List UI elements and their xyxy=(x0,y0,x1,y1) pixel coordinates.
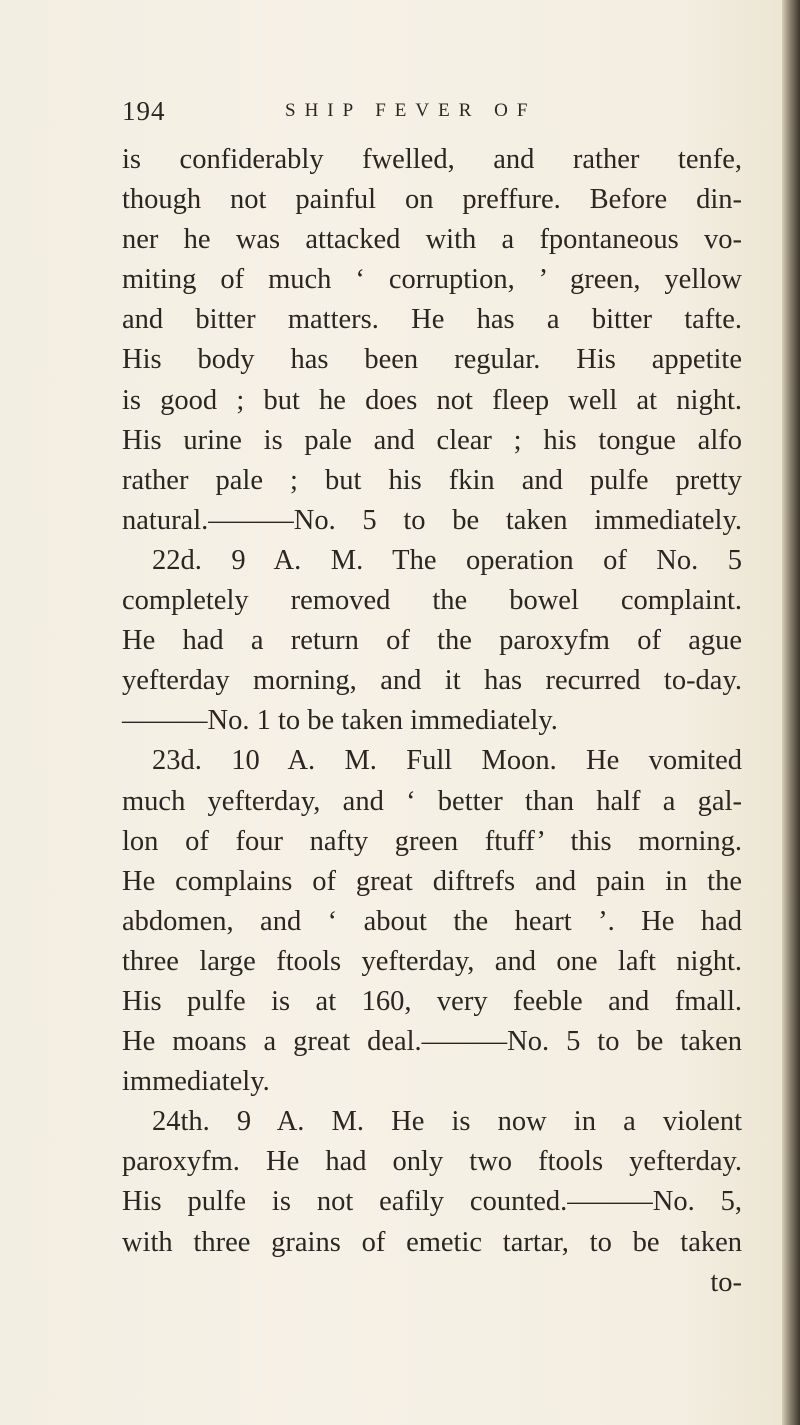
text-line: ———No. 1 to be taken immediately. xyxy=(122,705,558,737)
text-line: 24th. 9 A. M. He is now in a violent xyxy=(152,1106,742,1138)
text-line: His body has been regular. His appetite xyxy=(122,344,742,376)
text-line: ner he was attacked with a fpontaneous vo- xyxy=(122,224,742,256)
text-line: abdomen, and ‘ about the heart ’. He had xyxy=(122,905,742,937)
text-line: He had a return of the paroxyfm of ague xyxy=(122,625,742,657)
text-line: lon of four nafty green ftuff’ this morning. xyxy=(122,825,742,857)
text-line: 22d. 9 A. M. The operation of No. 5 xyxy=(152,544,742,576)
text-line: though not painful on preffure. Before din- xyxy=(122,184,742,216)
text-line: miting of much ‘ corruption, ’ green, yellow xyxy=(122,264,742,296)
text-line: His urine is pale and clear ; his tongue alfo xyxy=(122,424,742,456)
text-line: three large ftools yefterday, and one laft night. xyxy=(122,945,742,977)
text-line: paroxyfm. He had only two ftools yefterday. xyxy=(122,1146,742,1178)
text-line: immediately. xyxy=(122,1066,270,1098)
text-line: 23d. 10 A. M. Full Moon. He vomited xyxy=(152,745,742,777)
page-number: 194 xyxy=(122,96,166,126)
text-line: natural.———No. 5 to be taken immediately. xyxy=(122,504,742,536)
running-head-title: SHIP FEVER OF xyxy=(285,100,537,121)
text-line: His pulfe is at 160, very feeble and fmall. xyxy=(122,985,742,1017)
text-line: rather pale ; but his fkin and pulfe pretty xyxy=(122,464,742,496)
text-line: is confiderably fwelled, and rather tenfe, xyxy=(122,144,742,175)
text-line: much yefterday, and ‘ better than half a gal- xyxy=(122,785,742,817)
running-head xyxy=(122,96,682,130)
text-line: completely removed the bowel complaint. xyxy=(122,585,742,617)
catchword: to- xyxy=(710,1266,742,1298)
text-line: He moans a great deal.———No. 5 to be taken xyxy=(122,1026,742,1058)
text-line: is good ; but he does not fleep well at night. xyxy=(122,384,742,416)
page-edge-shadow xyxy=(782,0,800,1425)
text-line: He complains of great diftrefs and pain in the xyxy=(122,865,742,897)
text-line: with three grains of emetic tartar, to be taken xyxy=(122,1226,742,1258)
text-line: yefterday morning, and it has recurred to-day. xyxy=(122,665,742,697)
text-line: His pulfe is not eafily counted.———No. 5, xyxy=(122,1186,742,1218)
text-line: and bitter matters. He has a bitter tafte. xyxy=(122,304,742,336)
body-text xyxy=(122,140,742,1303)
